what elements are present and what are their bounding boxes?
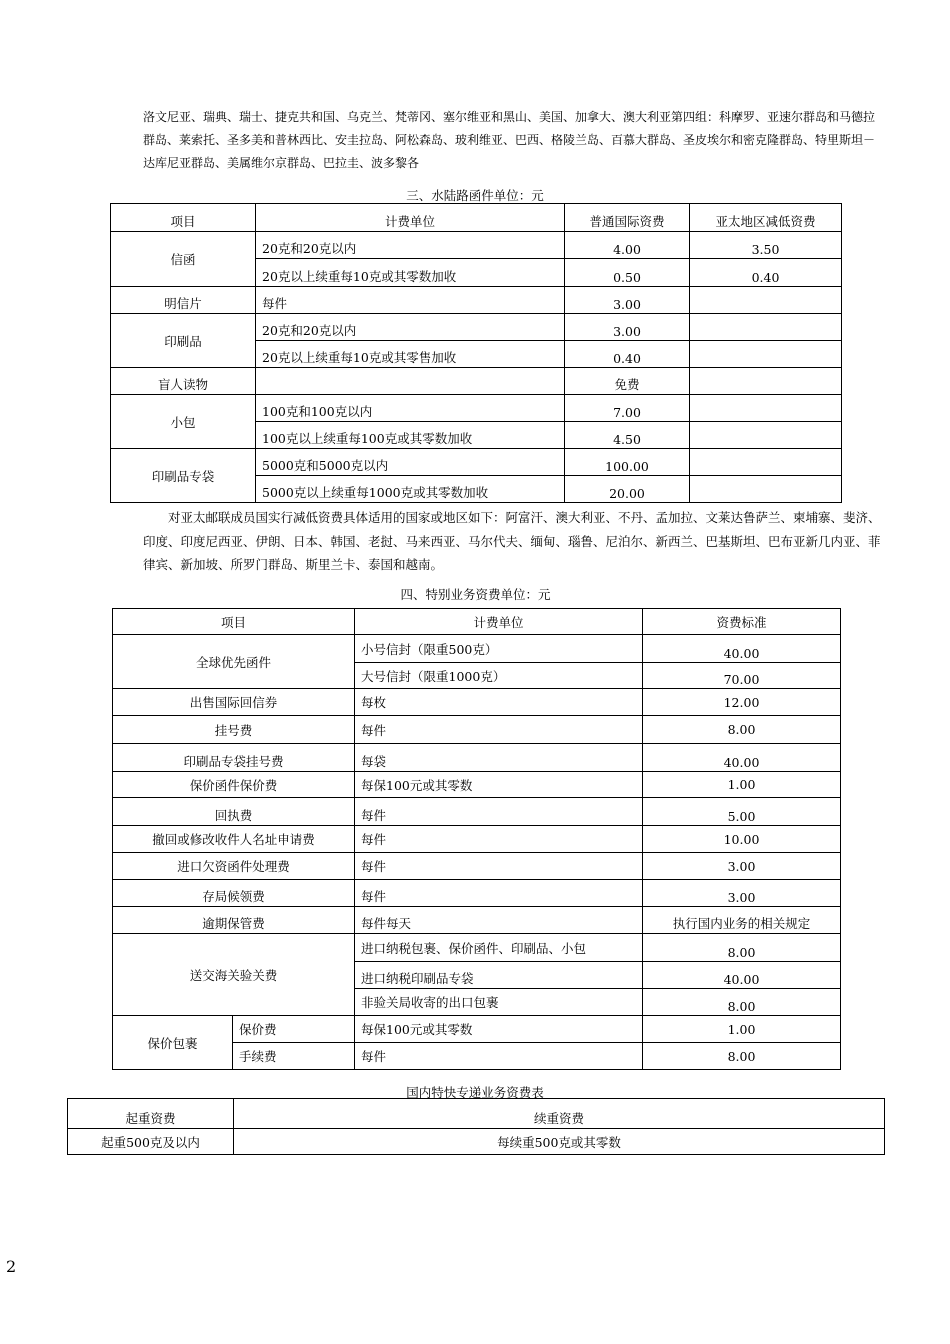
row-fee: 8.00 (643, 1043, 841, 1070)
row-unit: 非验关局收寄的出口包裹 (355, 989, 643, 1016)
table-row (113, 798, 841, 826)
row-unit: 小号信封（限重500克） (355, 635, 643, 663)
table-row (111, 395, 842, 422)
row-item: 明信片 (111, 287, 256, 314)
row-apac (690, 422, 842, 449)
header-fee: 资费标准 (643, 609, 841, 635)
row-item: 保价函件保价费 (113, 772, 355, 798)
row-fee: 1.00 (643, 1016, 841, 1043)
table-row (111, 314, 842, 341)
row-apac (690, 341, 842, 368)
apac-paragraph: 对亚太邮联成员国实行减低资费具体适用的国家或地区如下：阿富汗、澳大利亚、不丹、孟加拉、文莱达鲁萨兰、柬埔寨、斐济、印度、印度尼西亚、伊朗、日本、韩国、老挝、马来西亚、马尔代夫、缅甸、瑙鲁、尼泊尔、新西兰、巴基斯坦、巴布亚新几内亚、菲律宾、新加坡、所罗门群岛、斯里兰卡、泰国和越南。 (143, 510, 881, 572)
row-intl: 0.40 (565, 341, 690, 368)
row-item: 盲人读物 (111, 368, 256, 395)
row-fee: 8.00 (643, 934, 841, 962)
row-unit: 每件 (355, 1043, 643, 1070)
row-intl: 免费 (565, 368, 690, 395)
row-unit: 每件 (355, 716, 643, 744)
table-row (113, 689, 841, 716)
header-intl: 普通国际资费 (565, 204, 690, 232)
row-subitem: 手续费 (233, 1043, 355, 1070)
table-row (111, 449, 842, 476)
row-apac (690, 368, 842, 395)
row-unit: 100克和100克以内 (256, 395, 565, 422)
row-item: 逾期保管费 (113, 907, 355, 934)
row-apac (690, 287, 842, 314)
row-fee: 40.00 (643, 962, 841, 989)
row-unit: 5000克和5000克以内 (256, 449, 565, 476)
row-unit: 每件 (355, 826, 643, 853)
row-unit: 100克以上续重每100克或其零数加收 (256, 422, 565, 449)
header-unit: 计费单位 (355, 609, 643, 635)
row-unit: 20克和20克以内 (256, 314, 565, 341)
row-item: 存局候领费 (113, 880, 355, 907)
row-intl: 7.00 (565, 395, 690, 422)
table-row (111, 287, 842, 314)
header-extra-fee: 续重资费 (234, 1099, 885, 1129)
row-unit: 5000克以上续重每1000克或其零数加收 (256, 476, 565, 503)
row-unit: 每枚 (355, 689, 643, 716)
header-unit: 计费单位 (256, 204, 565, 232)
table-row (113, 934, 841, 962)
row-fee: 12.00 (643, 689, 841, 716)
row-apac (690, 449, 842, 476)
table-row (113, 772, 841, 798)
table-row (113, 1016, 841, 1043)
row-unit: 进口纳税印刷品专袋 (355, 962, 643, 989)
row-intl: 4.00 (565, 232, 690, 259)
row-unit: 大号信封（限重1000克） (355, 663, 643, 689)
table-row (113, 744, 841, 772)
section3-caption: 三、水陆路函件单位：元 (406, 188, 544, 203)
row-intl: 0.50 (565, 259, 690, 287)
table-header-row (111, 204, 842, 232)
row-intl: 3.00 (565, 314, 690, 341)
row-unit: 20克和20克以内 (256, 232, 565, 259)
section4-caption: 四、特别业务资费单位：元 (400, 587, 551, 602)
table-row (113, 635, 841, 663)
row-apac: 3.50 (690, 232, 842, 259)
row-fee: 70.00 (643, 663, 841, 689)
row-apac (690, 395, 842, 422)
row-intl: 3.00 (565, 287, 690, 314)
row-item: 进口欠资函件处理费 (113, 853, 355, 880)
header-item: 项目 (113, 609, 355, 635)
row-fee: 3.00 (643, 880, 841, 907)
row-item: 出售国际回信券 (113, 689, 355, 716)
row-fee: 8.00 (643, 989, 841, 1016)
page-number: 2 (6, 1257, 17, 1276)
row-item: 印刷品 (111, 314, 256, 368)
row-unit: 每保100元或其零数 (355, 772, 643, 798)
row-fee: 40.00 (643, 744, 841, 772)
row-fee: 3.00 (643, 853, 841, 880)
row-base: 起重500克及以内 (68, 1129, 234, 1155)
row-fee: 执行国内业务的相关规定 (643, 907, 841, 934)
row-item: 回执费 (113, 798, 355, 826)
row-extra: 每续重500克或其零数 (234, 1129, 885, 1155)
row-unit: 每件 (355, 798, 643, 826)
table-row (113, 716, 841, 744)
table-row (113, 907, 841, 934)
table-header-row (113, 609, 841, 635)
section4-table (112, 608, 841, 1070)
table-row (113, 826, 841, 853)
table-row (113, 853, 841, 880)
row-item: 小包 (111, 395, 256, 449)
express-caption: 国内特快专递业务资费表 (406, 1085, 544, 1100)
row-unit: 每件 (355, 853, 643, 880)
row-fee: 40.00 (643, 635, 841, 663)
row-fee: 1.00 (643, 772, 841, 798)
row-intl: 20.00 (565, 476, 690, 503)
table-row (68, 1129, 885, 1155)
header-item: 项目 (111, 204, 256, 232)
row-intl: 4.50 (565, 422, 690, 449)
row-apac: 0.40 (690, 259, 842, 287)
express-table (67, 1098, 885, 1155)
table-row (111, 368, 842, 395)
row-apac (690, 314, 842, 341)
row-unit: 20克以上续重每10克或其零售加收 (256, 341, 565, 368)
table-header-row (68, 1099, 885, 1129)
table-row (111, 232, 842, 259)
row-unit: 每袋 (355, 744, 643, 772)
row-unit: 20克以上续重每10克或其零数加收 (256, 259, 565, 287)
row-item: 印刷品专袋挂号费 (113, 744, 355, 772)
row-apac (690, 476, 842, 503)
row-unit: 每保100元或其零数 (355, 1016, 643, 1043)
intro-paragraph: 洛文尼亚、瑞典、瑞士、捷克共和国、乌克兰、梵蒂冈、塞尔维亚和黑山、美国、加拿大、澳大利亚第四组：科摩罗、亚速尔群岛和马德拉群岛、莱索托、圣多美和普林西比、安圭拉岛、阿松森岛、玻利维亚、巴西、格陵兰岛、百慕大群岛、圣皮埃尔和密克隆群岛、特里斯坦－达库尼亚群岛、美属维尔京群岛、巴拉圭、波多黎各 (143, 110, 876, 170)
row-unit: 进口纳税包裹、保价函件、印刷品、小包 (355, 934, 643, 962)
row-item: 全球优先函件 (113, 635, 355, 689)
row-item: 信函 (111, 232, 256, 287)
row-intl: 100.00 (565, 449, 690, 476)
row-fee: 8.00 (643, 716, 841, 744)
row-item: 印刷品专袋 (111, 449, 256, 503)
row-item: 撤回或修改收件人名址申请费 (113, 826, 355, 853)
row-fee: 5.00 (643, 798, 841, 826)
section3-table (110, 203, 842, 503)
row-unit: 每件每天 (355, 907, 643, 934)
table-row (113, 880, 841, 907)
header-apac: 亚太地区减低资费 (690, 204, 842, 232)
row-item: 送交海关验关费 (113, 934, 355, 1016)
header-base-fee: 起重资费 (68, 1099, 234, 1129)
row-unit: 每件 (355, 880, 643, 907)
row-item: 保价包裹 (113, 1016, 233, 1070)
row-subitem: 保价费 (233, 1016, 355, 1043)
row-unit (256, 368, 565, 395)
row-unit: 每件 (256, 287, 565, 314)
row-fee: 10.00 (643, 826, 841, 853)
row-item: 挂号费 (113, 716, 355, 744)
